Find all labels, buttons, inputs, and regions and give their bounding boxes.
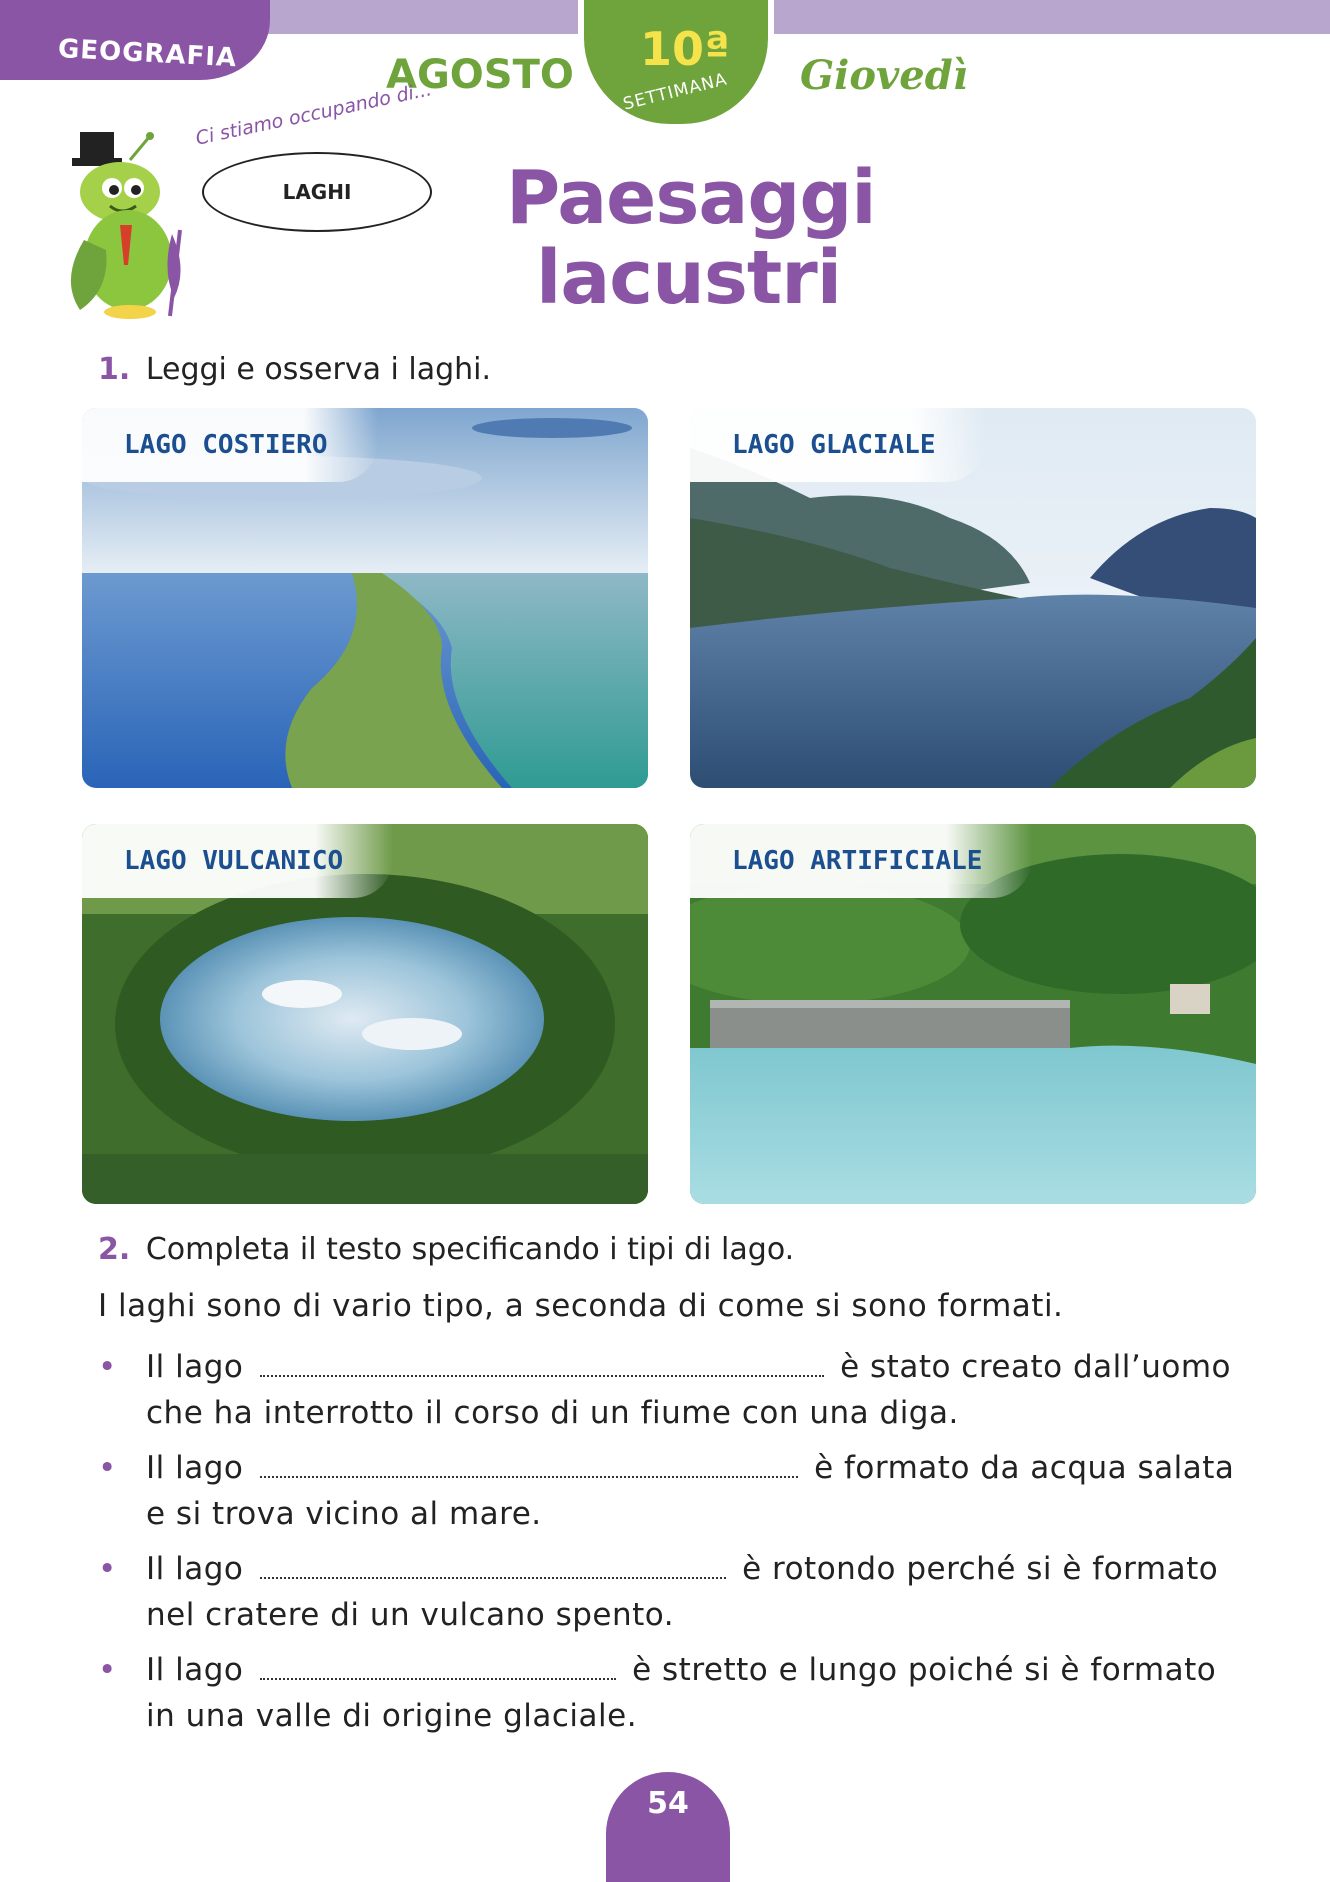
photo-label-costiero: LAGO COSTIERO (82, 408, 378, 482)
item-prefix: Il lago (146, 1551, 244, 1587)
item-prefix: Il lago (146, 1349, 244, 1385)
bullet-icon: • (98, 1652, 117, 1688)
bullet-icon: • (98, 1349, 117, 1385)
bullet-icon: • (98, 1450, 117, 1486)
item-line2: e si trova vicino al mare. (146, 1496, 542, 1532)
topic-bubble (202, 152, 432, 232)
weekday-label: Giovedì (800, 52, 968, 99)
subject-tab (0, 0, 270, 80)
week-badge (578, 0, 774, 130)
photo-lago-vulcanico (82, 824, 648, 1204)
item-prefix: Il lago (146, 1652, 244, 1688)
item-suffix: è rotondo perché si è formato (742, 1551, 1219, 1587)
page-title (506, 155, 886, 321)
exercise-1-instruction (98, 352, 491, 387)
item-suffix: è stretto e lungo poiché si è formato (632, 1652, 1217, 1688)
photo-lago-glaciale (690, 408, 1256, 788)
week-label: SETTIMANA (621, 69, 730, 115)
exercise-2-text: Completa il testo specificando i tipi di lago. (145, 1232, 795, 1267)
item-suffix: è formato da acqua salata (814, 1450, 1235, 1486)
exercise-2-instruction (98, 1232, 794, 1267)
week-number: 10ª (640, 22, 730, 76)
answer-blank-4[interactable] (260, 1656, 616, 1680)
item-suffix: è stato creato dall’uomo (840, 1349, 1231, 1385)
bullet-icon: • (98, 1551, 117, 1587)
bug-mascot-icon (50, 130, 210, 320)
exercise-1-text: Leggi e osserva i laghi. (145, 352, 492, 387)
item-line2: in una valle di origine glaciale. (146, 1698, 638, 1734)
exercise-2-number: 2. (98, 1232, 131, 1267)
answer-blank-2[interactable] (260, 1454, 798, 1478)
item-prefix: Il lago (146, 1450, 244, 1486)
photo-label-vulcanico: LAGO VULCANICO (82, 824, 393, 898)
month-label: AGOSTO (386, 52, 574, 98)
topic-caption: Ci stiamo occupando di... (193, 78, 434, 150)
title-line-1: Paesaggi (506, 155, 876, 241)
title-line-2: lacustri (536, 235, 842, 321)
exercise-2-intro: I laghi sono di vario tipo, a seconda di come si sono formati. (98, 1288, 1064, 1324)
photo-label-glaciale: LAGO GLACIALE (690, 408, 986, 482)
photo-label-artificiale: LAGO ARTIFICIALE (690, 824, 1032, 898)
photo-lago-artificiale (690, 824, 1256, 1204)
item-line2: che ha interrotto il corso di un fiume con una diga. (146, 1395, 959, 1431)
item-line2: nel cratere di un vulcano spento. (146, 1597, 675, 1633)
photo-lago-costiero (82, 408, 648, 788)
page-number: 54 (606, 1772, 730, 1882)
exercise-1-number: 1. (98, 352, 131, 387)
subject-label: GEOGRAFIA (57, 34, 238, 74)
answer-blank-3[interactable] (260, 1555, 726, 1579)
topic-value: LAGHI (282, 180, 352, 204)
answer-blank-1[interactable] (260, 1353, 824, 1377)
